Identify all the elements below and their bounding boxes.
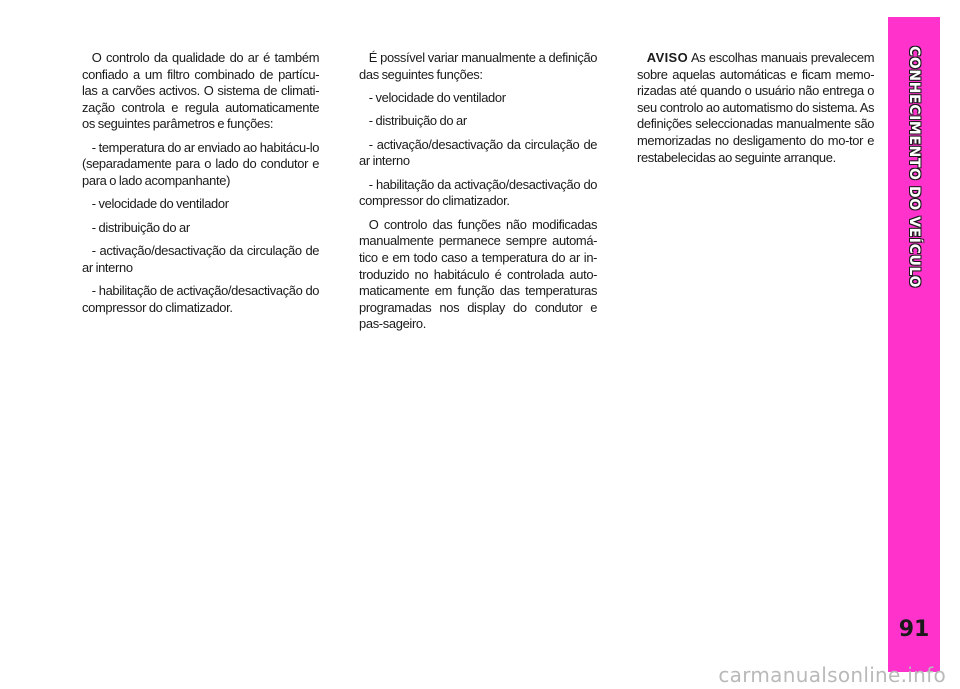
- watermark: carmanualsonline.info: [718, 663, 946, 687]
- text-column-3: [637, 50, 874, 173]
- page-number: 91: [898, 617, 930, 642]
- section-sidebar: [888, 17, 940, 672]
- list-item: - velocidade do ventilador: [91, 196, 229, 212]
- list-item: - temperatura do ar enviado ao habitácu-lo (separadamente para o lado do condutor e para o lado acompanhante): [82, 139, 320, 188]
- text-column-2: [359, 50, 597, 340]
- warning-paragraph: [637, 50, 874, 166]
- list-item: - distribuição do ar: [91, 219, 190, 235]
- list-item: - distribuição do ar: [368, 113, 467, 129]
- paragraph: É possível variar manualmente a definição das seguintes funções:: [359, 50, 598, 82]
- list-item: - habilitação de activação/desactivação do compressor do climatizador.: [82, 283, 320, 315]
- list-item: - activação/desactivação da circulação de ar interno: [359, 136, 598, 169]
- section-title-text: CONHECIMENTO DO VEÍCULO: [906, 46, 922, 288]
- warning-label: AVISO: [646, 50, 689, 65]
- list-item: - velocidade do ventilador: [368, 89, 506, 105]
- section-title: [888, 17, 940, 317]
- list-item: - habilitação da activação/desactivação do compressor do climatizador.: [359, 176, 598, 209]
- text-column-1: [82, 50, 319, 323]
- paragraph: O controlo da qualidade do ar é também confiado a um filtro combinado de partícu-las a carvões activos. O sistema de climati-zação controla e regula automaticamente os seguintes parâmetros e funções:: [82, 50, 320, 132]
- paragraph: O controlo das funções não modificadas manualmente permanece sempre automá-tico e em todo caso a temperatura do ar in-troduzido no habitáculo é controlada auto-maticamente em função das temperaturas programadas nos display do condutor e pas-sageiro.: [359, 216, 598, 332]
- list-item: - activação/desactivação da circulação de ar interno: [82, 243, 320, 275]
- warning-text: As escolhas manuais prevalecem sobre aquelas automáticas e ficam memo-rizadas até quando o usuário não entrega o seu controlo ao automatismo do sistema. As definições seleccionadas manualmente são memorizadas no desligamento do mo-tor e restabelecidas ao seguinte arranque.: [637, 50, 875, 165]
